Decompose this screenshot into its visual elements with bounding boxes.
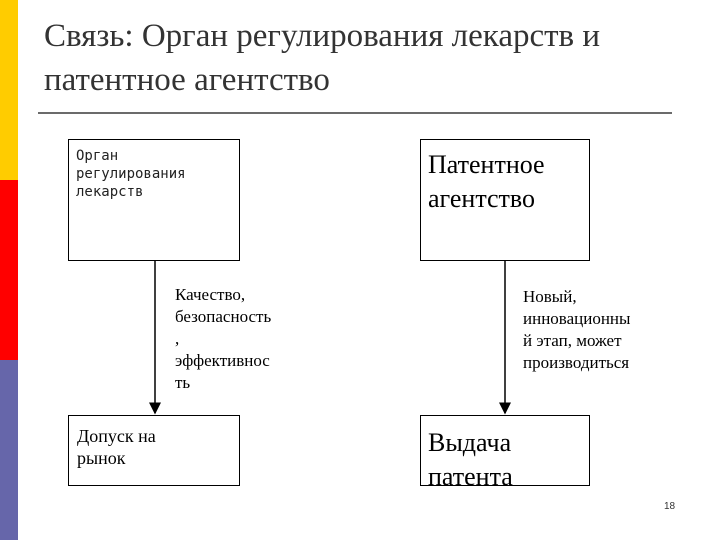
page-number: 18	[664, 501, 676, 512]
right-arrow-label: Новый, инновационны й этап, может производиться	[523, 287, 631, 372]
left-arrow-label: Качество, безопасность , эффективнос ть	[175, 285, 272, 392]
drug-regulator-label: Орган регулирования лекарств	[76, 148, 186, 200]
patent-grant-label: Выдача патента	[428, 428, 513, 491]
patent-office-label: Патентное агентство	[428, 150, 545, 213]
market-approval-label: Допуск на рынок	[77, 426, 156, 468]
slide-title: Связь: Орган регулирования лекарств и патентное агентство	[44, 18, 601, 98]
